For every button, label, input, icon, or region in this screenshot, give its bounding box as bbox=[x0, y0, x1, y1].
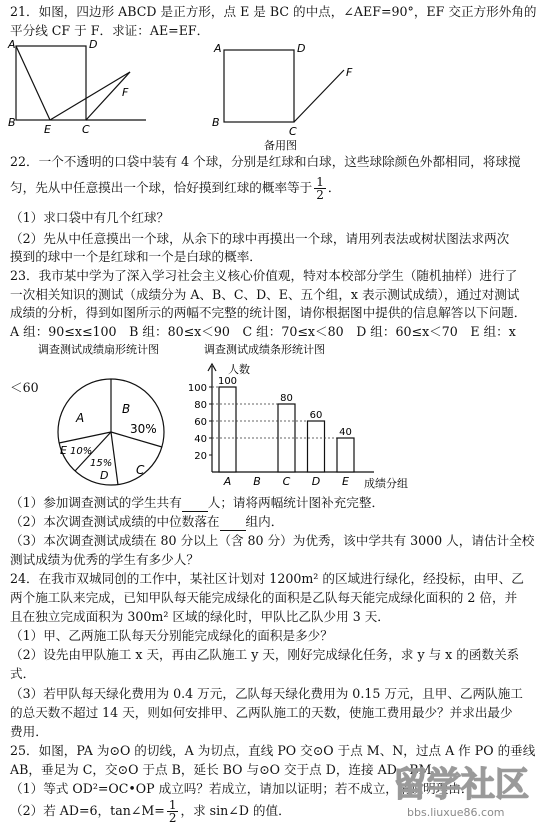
pie-label-e-pct: 10% bbox=[70, 446, 93, 457]
q24-line1: 24．在我市双城同创的工作中，某社区计划对 1200m² 的区域进行绿化，经投标，由甲、乙 bbox=[10, 571, 524, 586]
x-category-label: D bbox=[311, 475, 321, 488]
fig1-label-c: C bbox=[82, 123, 90, 136]
q22-line2 bbox=[10, 174, 535, 202]
q23-line4: A 组：90≤x≤100 B 组：80≤x＜90 C 组：70≤x＜80 D 组：60≤x＜70 E 组：x bbox=[10, 324, 516, 339]
q23-sub2-pre: （2）本次调查测试成绩的中位数落在 bbox=[10, 514, 220, 529]
y-tick-label: 80 bbox=[194, 400, 207, 411]
fig1-label-f: F bbox=[122, 86, 129, 99]
q23-sub1 bbox=[10, 495, 535, 512]
bar-chart-title: 调查测试成绩条形统计图 bbox=[204, 343, 325, 356]
q24-sub3c: 费用． bbox=[10, 724, 48, 739]
q25-frac-den: 2 bbox=[168, 811, 177, 825]
q22-line2-post: ． bbox=[327, 180, 341, 195]
q23-line1: 23．我市某中学为了深入学习社会主义核心价值观，特对本校部分学生（随机抽样）进行了 bbox=[10, 268, 518, 283]
q24-sub1: （1）甲、乙两施工队每天分别能完成绿化的面积是多少？ bbox=[10, 628, 333, 643]
q24-sub2b: 式． bbox=[10, 666, 36, 681]
q25-frac-num: 1 bbox=[168, 798, 177, 812]
bar-a bbox=[219, 387, 236, 472]
q22-fraction bbox=[314, 176, 326, 201]
q24-sub3a: （3）若甲队每天绿化费用为 0.4 万元，乙队每天绿化费用为 0.15 万元，且甲、乙两队施工 bbox=[10, 686, 523, 701]
pie-title: 调查测试成绩扇形统计图 bbox=[38, 343, 159, 356]
fig2-label-f: F bbox=[346, 66, 353, 79]
q23-blank-median bbox=[220, 514, 246, 531]
q22-sub2a: （2）先从中任意摸出一个球，从余下的球中再摸出一个球，请用列表法或树状图法求两次 bbox=[10, 231, 510, 246]
q22-line1: 22．一个不透明的口袋中装有 4 个球，分别是红球和白球，这些球除颜色外都相同，将球搅 bbox=[10, 154, 521, 169]
bar-e bbox=[337, 438, 354, 472]
q23-sub3b: 测试成绩为优秀的学生有多少人？ bbox=[10, 552, 199, 567]
bar-value-label: 60 bbox=[309, 410, 323, 421]
q22-line2-pre: 匀，先从中任意摸出一个球，恰好摸到红球的概率等于 bbox=[10, 180, 313, 195]
y-tick-label: 20 bbox=[194, 451, 207, 462]
q23-line2: 一次相关知识的测试（成绩分为 A、B、C、D、E、五个组，x 表示测试成绩），通过对测试 bbox=[10, 287, 520, 302]
fig1-label-a: A bbox=[8, 38, 16, 51]
x-category-label: C bbox=[282, 475, 291, 488]
bar-value-label: 40 bbox=[339, 427, 352, 438]
q23-line5: ＜60 bbox=[10, 380, 39, 395]
q22-sub2b: 摸到的球中一个是红球和一个是白球的概率． bbox=[10, 249, 262, 264]
bar-value-label: 100 bbox=[217, 376, 238, 387]
y-tick-label: 60 bbox=[194, 417, 207, 428]
fig1-label-e: E bbox=[44, 123, 51, 136]
q22-sub1: （1）求口袋中有几个红球？ bbox=[10, 210, 170, 225]
watermark-main: 留学社区 bbox=[393, 765, 529, 805]
q25-fraction bbox=[167, 799, 179, 824]
bar-d bbox=[308, 421, 325, 472]
fig2-label-c: C bbox=[289, 125, 297, 138]
q23-sub1-post: 人；请将两幅统计图补充完整． bbox=[207, 495, 385, 510]
q25-line2: AB，垂足为 C，交⊙O 于点 B，延长 BO 与⊙O 交于点 D，连接 AD、BM． bbox=[10, 762, 445, 777]
q25-sub1: （1）等式 OD²=OC•OP 成立吗？若成立，请加以证明；若不成立，请说明理由． bbox=[10, 781, 474, 796]
pie-label-b: B bbox=[122, 402, 131, 416]
pie-label-c: C bbox=[136, 463, 145, 477]
q22-frac-num: 1 bbox=[316, 175, 324, 189]
pie-label-d-pct: 15% bbox=[90, 458, 113, 469]
q22-frac-den: 2 bbox=[316, 188, 324, 202]
fig1-label-d: D bbox=[89, 38, 98, 51]
pie-label-a: A bbox=[76, 411, 85, 425]
fig2-label-b: B bbox=[212, 116, 220, 129]
q25-line1: 25．如图，PA 为⊙O 的切线，A 为切点，直线 PO 交⊙O 于点 M、N，过点 A 作 PO 的垂线 bbox=[10, 743, 536, 758]
bar-value-label: 80 bbox=[280, 393, 293, 404]
q21-figure-backup bbox=[208, 40, 368, 152]
q23-line3: 成绩的分析，得到如图所示的两幅不完整的统计图，请你根据图中提供的信息解答以下问题． bbox=[10, 305, 527, 320]
q21-line2: 平分线 CF 于 F．求证：AE=EF． bbox=[10, 23, 210, 38]
q23-sub1-pre: （1）参加调查测试的学生共有 bbox=[10, 495, 182, 510]
y-tick-label: 100 bbox=[187, 383, 207, 394]
q24-line3: 且在独立完成面积为 300m² 区域的绿化时，甲队比乙队少用 3 天． bbox=[10, 609, 390, 624]
q24-sub2a: （2）设先由甲队施工 x 天，再由乙队施工 y 天，刚好完成绿化任务，求 y 与 x 的函数关系 bbox=[10, 647, 520, 662]
bar-chart-ylabel: 人数 bbox=[228, 363, 250, 376]
q24-sub3b: 的总天数不超过 14 天，则如何安排甲、乙两队施工的天数，使施工费用最少？并求出最少 bbox=[10, 705, 513, 720]
bar-chart bbox=[187, 342, 440, 492]
q23-sub2 bbox=[10, 514, 535, 531]
pie-label-e: E bbox=[60, 444, 67, 457]
watermark-url: bbs.liuxue86.com bbox=[407, 806, 505, 819]
q25-sub2-pre: （2）若 AD=6，tan∠M= bbox=[10, 803, 165, 818]
x-category-label: A bbox=[223, 475, 232, 488]
pie-label-b-pct: 30% bbox=[130, 422, 157, 436]
q23-sub2-post: 组内． bbox=[245, 514, 284, 529]
fig1-label-b: B bbox=[8, 116, 16, 129]
fig2-caption: 备用图 bbox=[264, 139, 297, 152]
q21-figure-main bbox=[8, 40, 158, 136]
q25-sub2-post: ，求 sin∠D 的值． bbox=[180, 803, 291, 818]
watermark-logo bbox=[387, 754, 537, 824]
q24-line2: 两个施工队来完成，已知甲队每天能完成绿化的面积是乙队每天能完成绿化面积的 2 倍，并 bbox=[10, 590, 518, 605]
pie-chart bbox=[38, 342, 198, 492]
fig2-label-d: D bbox=[297, 42, 306, 55]
fig2-label-a: A bbox=[214, 42, 222, 55]
q23-sub3a: （3）本次调查测试成绩在 80 分以上（含 80 分）为优秀，该中学共有 3000 人，请估计全校 bbox=[10, 533, 535, 548]
x-category-label: E bbox=[342, 475, 349, 488]
q23-blank-total bbox=[182, 495, 208, 512]
x-category-label: B bbox=[253, 475, 261, 488]
y-tick-label: 40 bbox=[194, 434, 207, 445]
bar-chart-xlabel: 成绩分组 bbox=[364, 477, 408, 490]
q21-line1: 21．如图，四边形 ABCD 是正方形，点 E 是 BC 的中点，∠AEF=90°，EF 交正方形外角的 bbox=[10, 4, 537, 19]
pie-label-d: D bbox=[100, 469, 109, 482]
